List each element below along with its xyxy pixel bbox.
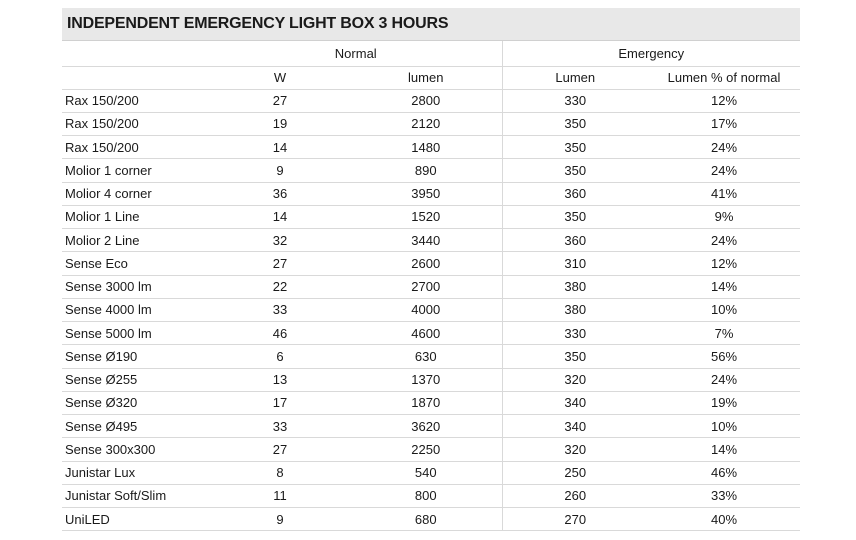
cell-emergency-lumen: 320 [502, 368, 648, 391]
column-header-emergency-lumen: Lumen [502, 66, 648, 89]
cell-watt: 27 [210, 89, 350, 112]
cell-product-name: Junistar Lux [62, 461, 210, 484]
cell-lumen-percent: 40% [648, 508, 800, 531]
table-row [62, 159, 800, 182]
table-row [62, 298, 800, 321]
cell-product-name: Rax 150/200 [62, 136, 210, 159]
cell-lumen-percent: 24% [648, 368, 800, 391]
cell-product-name: Molior 2 Line [62, 229, 210, 252]
cell-emergency-lumen: 350 [502, 136, 648, 159]
cell-lumen-percent: 14% [648, 438, 800, 461]
cell-emergency-lumen: 270 [502, 508, 648, 531]
group-header-blank [62, 41, 210, 66]
cell-normal-lumen: 2600 [350, 252, 502, 275]
table-row [62, 229, 800, 252]
cell-emergency-lumen: 350 [502, 112, 648, 135]
table-row [62, 275, 800, 298]
cell-normal-lumen: 2700 [350, 275, 502, 298]
table-row [62, 484, 800, 507]
cell-lumen-percent: 14% [648, 275, 800, 298]
table-row [62, 368, 800, 391]
cell-product-name: Rax 150/200 [62, 89, 210, 112]
cell-normal-lumen: 1370 [350, 368, 502, 391]
column-header-name [62, 66, 210, 89]
cell-watt: 11 [210, 484, 350, 507]
cell-emergency-lumen: 250 [502, 461, 648, 484]
cell-lumen-percent: 7% [648, 322, 800, 345]
cell-emergency-lumen: 380 [502, 275, 648, 298]
cell-watt: 6 [210, 345, 350, 368]
cell-lumen-percent: 10% [648, 415, 800, 438]
table-row [62, 205, 800, 228]
cell-lumen-percent: 56% [648, 345, 800, 368]
cell-normal-lumen: 4600 [350, 322, 502, 345]
cell-product-name: Junistar Soft/Slim [62, 484, 210, 507]
table-row [62, 322, 800, 345]
cell-lumen-percent: 41% [648, 182, 800, 205]
table-row [62, 345, 800, 368]
cell-normal-lumen: 890 [350, 159, 502, 182]
column-header-row [62, 66, 800, 89]
cell-watt: 14 [210, 136, 350, 159]
cell-product-name: Sense Ø320 [62, 391, 210, 414]
cell-watt: 46 [210, 322, 350, 345]
cell-normal-lumen: 2120 [350, 112, 502, 135]
cell-lumen-percent: 9% [648, 205, 800, 228]
cell-normal-lumen: 800 [350, 484, 502, 507]
cell-normal-lumen: 680 [350, 508, 502, 531]
cell-emergency-lumen: 340 [502, 391, 648, 414]
cell-normal-lumen: 630 [350, 345, 502, 368]
cell-product-name: Sense 300x300 [62, 438, 210, 461]
cell-lumen-percent: 46% [648, 461, 800, 484]
cell-watt: 9 [210, 508, 350, 531]
cell-watt: 17 [210, 391, 350, 414]
cell-emergency-lumen: 330 [502, 322, 648, 345]
cell-emergency-lumen: 360 [502, 182, 648, 205]
cell-emergency-lumen: 260 [502, 484, 648, 507]
table-title: INDEPENDENT EMERGENCY LIGHT BOX 3 HOURS [62, 8, 800, 41]
table-row [62, 252, 800, 275]
cell-lumen-percent: 10% [648, 298, 800, 321]
cell-product-name: Sense 3000 lm [62, 275, 210, 298]
cell-emergency-lumen: 380 [502, 298, 648, 321]
cell-lumen-percent: 17% [648, 112, 800, 135]
cell-product-name: Molior 1 Line [62, 205, 210, 228]
cell-product-name: Sense 4000 lm [62, 298, 210, 321]
cell-normal-lumen: 1870 [350, 391, 502, 414]
table-row [62, 508, 800, 531]
group-header-row [62, 41, 800, 66]
cell-watt: 8 [210, 461, 350, 484]
cell-emergency-lumen: 330 [502, 89, 648, 112]
cell-emergency-lumen: 360 [502, 229, 648, 252]
cell-normal-lumen: 540 [350, 461, 502, 484]
table-row [62, 415, 800, 438]
table-row [62, 461, 800, 484]
table-row [62, 89, 800, 112]
cell-emergency-lumen: 320 [502, 438, 648, 461]
cell-emergency-lumen: 310 [502, 252, 648, 275]
cell-normal-lumen: 3950 [350, 182, 502, 205]
cell-normal-lumen: 1480 [350, 136, 502, 159]
cell-emergency-lumen: 340 [502, 415, 648, 438]
group-header-emergency: Emergency [502, 41, 800, 66]
cell-normal-lumen: 2250 [350, 438, 502, 461]
cell-product-name: Sense 5000 lm [62, 322, 210, 345]
cell-watt: 19 [210, 112, 350, 135]
cell-normal-lumen: 2800 [350, 89, 502, 112]
cell-product-name: Sense Eco [62, 252, 210, 275]
table-row [62, 391, 800, 414]
cell-lumen-percent: 12% [648, 89, 800, 112]
cell-product-name: Sense Ø495 [62, 415, 210, 438]
cell-product-name: Molior 1 corner [62, 159, 210, 182]
cell-emergency-lumen: 350 [502, 159, 648, 182]
cell-lumen-percent: 24% [648, 136, 800, 159]
column-header-w: W [210, 66, 350, 89]
cell-watt: 33 [210, 415, 350, 438]
cell-product-name: UniLED [62, 508, 210, 531]
group-header-normal: Normal [210, 41, 502, 66]
cell-emergency-lumen: 350 [502, 345, 648, 368]
cell-product-name: Sense Ø255 [62, 368, 210, 391]
cell-emergency-lumen: 350 [502, 205, 648, 228]
cell-watt: 36 [210, 182, 350, 205]
table-row [62, 112, 800, 135]
cell-watt: 13 [210, 368, 350, 391]
cell-lumen-percent: 24% [648, 229, 800, 252]
table-row [62, 182, 800, 205]
column-header-normal-lumen: lumen [350, 66, 502, 89]
cell-product-name: Rax 150/200 [62, 112, 210, 135]
column-header-emergency-pct: Lumen % of normal [648, 66, 800, 89]
cell-lumen-percent: 12% [648, 252, 800, 275]
cell-watt: 32 [210, 229, 350, 252]
cell-watt: 9 [210, 159, 350, 182]
cell-lumen-percent: 24% [648, 159, 800, 182]
cell-normal-lumen: 3440 [350, 229, 502, 252]
table-row [62, 136, 800, 159]
cell-watt: 14 [210, 205, 350, 228]
cell-watt: 22 [210, 275, 350, 298]
cell-normal-lumen: 3620 [350, 415, 502, 438]
cell-product-name: Sense Ø190 [62, 345, 210, 368]
spec-table-sheet [62, 8, 800, 531]
emergency-light-table [62, 41, 800, 531]
table-row [62, 438, 800, 461]
cell-normal-lumen: 1520 [350, 205, 502, 228]
cell-watt: 33 [210, 298, 350, 321]
cell-lumen-percent: 33% [648, 484, 800, 507]
cell-lumen-percent: 19% [648, 391, 800, 414]
cell-normal-lumen: 4000 [350, 298, 502, 321]
cell-watt: 27 [210, 252, 350, 275]
cell-watt: 27 [210, 438, 350, 461]
cell-product-name: Molior 4 corner [62, 182, 210, 205]
